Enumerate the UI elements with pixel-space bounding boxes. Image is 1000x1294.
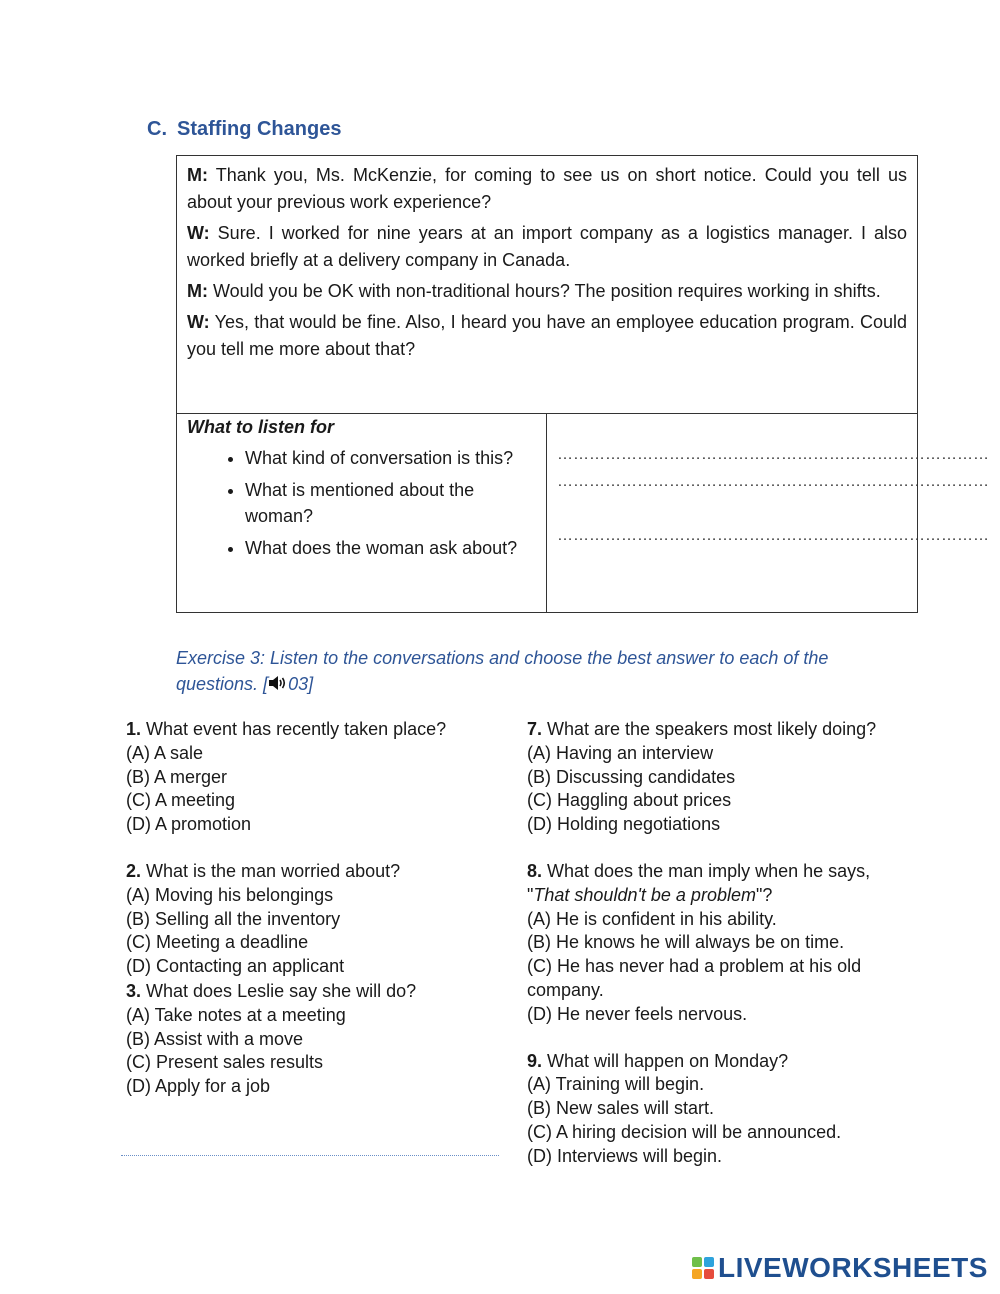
answer-option[interactable]: (B) New sales will start. xyxy=(527,1098,715,1119)
liveworksheets-logo xyxy=(692,1252,988,1284)
questions-left-column xyxy=(126,718,506,1122)
logo-mark-icon xyxy=(692,1257,714,1279)
conversation-box xyxy=(176,155,989,613)
dialogue-text: Thank you, Ms. McKenzie, for coming to see us on short notice. Could you tell us about your previous work experience? xyxy=(187,165,907,212)
question-stem xyxy=(527,860,927,884)
dotted-divider xyxy=(121,1155,499,1156)
question-number: 8. xyxy=(527,860,543,881)
question xyxy=(527,860,927,1027)
answer-option[interactable]: (C) He has never had a problem at his old company. xyxy=(527,956,862,1000)
answer-option[interactable]: (B) Discussing candidates xyxy=(527,766,736,787)
question-text: What does the man imply when he says, xyxy=(542,860,871,881)
logo-text: LIVEWORKSHEETS xyxy=(718,1252,988,1283)
answer-option[interactable]: (C) A hiring decision will be announced. xyxy=(527,1121,842,1142)
answer-option[interactable]: (A) He is confident in his ability. xyxy=(527,908,777,929)
question-quote-line: "That shouldn't be a problem"? xyxy=(527,884,773,905)
question-number: 1. xyxy=(126,719,142,739)
question-stem xyxy=(126,718,506,742)
question-number: 7. xyxy=(527,719,543,739)
question-quote: That shouldn't be a problem xyxy=(533,884,756,905)
answer-option[interactable]: (B) Selling all the inventory xyxy=(126,908,341,929)
question xyxy=(126,718,506,837)
answer-option[interactable]: (C) Haggling about prices xyxy=(527,790,732,811)
speaker-label: M: xyxy=(187,281,208,301)
speaker-label: W: xyxy=(187,223,210,243)
section-letter: C. xyxy=(147,118,167,140)
question xyxy=(126,980,506,1099)
question-text: What event has recently taken place? xyxy=(141,719,447,739)
exercise-instructions xyxy=(176,645,906,699)
answer-option[interactable]: (A) Take notes at a meeting xyxy=(126,1004,346,1025)
dialogue-line xyxy=(187,162,907,216)
dialogue-transcript xyxy=(177,156,917,363)
answer-option[interactable]: (A) Training will begin. xyxy=(527,1074,705,1095)
answer-option[interactable]: (D) Contacting an applicant xyxy=(126,956,345,977)
section-title xyxy=(147,118,341,141)
listen-for-item: • What is mentioned about the woman? xyxy=(245,477,546,529)
exercise-text: Exercise 3: Listen to the conversations and choose the best answer to each of the questions. [ xyxy=(176,648,829,694)
question-stem xyxy=(527,718,927,742)
speaker-label: W: xyxy=(187,312,210,332)
question-number: 9. xyxy=(527,1050,543,1071)
question-stem xyxy=(126,980,506,1004)
question-stem xyxy=(527,1050,927,1074)
question-text: What does Leslie say she will do? xyxy=(141,980,417,1001)
answer-option[interactable]: (D) He never feels nervous. xyxy=(527,1003,748,1024)
answer-line-2[interactable]: ……………………………………………………………………… xyxy=(557,473,989,490)
answer-option[interactable]: (D) Interviews will begin. xyxy=(527,1145,723,1166)
answer-option[interactable]: (B) He knows he will always be on time. xyxy=(527,932,845,953)
dialogue-text: Would you be OK with non-traditional hours? The position requires working in shifts. xyxy=(208,281,881,301)
answer-line-1[interactable]: ……………………………………………………………………… xyxy=(557,446,989,463)
questions-right-column xyxy=(527,718,927,1192)
question xyxy=(126,860,506,979)
answer-option[interactable]: (C) Present sales results xyxy=(126,1052,324,1073)
question xyxy=(527,718,927,837)
answer-option[interactable]: (A) Moving his belongings xyxy=(126,884,334,905)
answer-option[interactable]: (B) Assist with a move xyxy=(126,1028,304,1049)
answer-option[interactable]: (C) A meeting xyxy=(126,790,236,811)
answer-line-3[interactable]: ……………………………………………………………………… xyxy=(557,527,989,544)
dialogue-line xyxy=(187,278,907,305)
dialogue-text: Yes, that would be fine. Also, I heard you have an employee education program. Could you tell me more about that? xyxy=(187,312,907,359)
question-number: 2. xyxy=(126,860,142,881)
audio-track-ref: 03] xyxy=(288,674,314,694)
answer-option[interactable]: (C) Meeting a deadline xyxy=(126,932,309,953)
question-text: What will happen on Monday? xyxy=(542,1050,789,1071)
answer-area xyxy=(547,414,989,613)
section-title-text: Staffing Changes xyxy=(177,118,342,140)
dialogue-text: Sure. I worked for nine years at an import company as a logistics manager. I also worked briefly at a delivery company in Canada. xyxy=(187,223,907,270)
speaker-icon[interactable] xyxy=(268,673,288,699)
answer-option[interactable]: (B) A merger xyxy=(126,766,228,787)
answer-option[interactable]: (A) A sale xyxy=(126,742,204,763)
question xyxy=(527,1050,927,1169)
answer-option[interactable]: (D) Holding negotiations xyxy=(527,814,721,835)
question-stem xyxy=(126,860,506,884)
dialogue-line xyxy=(187,309,907,363)
listen-for-heading: What to listen for xyxy=(187,417,334,437)
answer-option[interactable]: (D) A promotion xyxy=(126,814,252,835)
listen-for-prompts xyxy=(177,414,547,613)
question-text: What is the man worried about? xyxy=(141,860,401,881)
question-number: 3. xyxy=(126,980,142,1001)
listen-for-list xyxy=(187,445,546,561)
question-text: What are the speakers most likely doing? xyxy=(542,719,877,739)
listen-for-table xyxy=(177,413,989,613)
listen-for-item: • What kind of conversation is this? xyxy=(245,445,546,471)
answer-option[interactable]: (A) Having an interview xyxy=(527,742,714,763)
dialogue-line xyxy=(187,220,907,274)
speaker-label: M: xyxy=(187,165,208,185)
answer-option[interactable]: (D) Apply for a job xyxy=(126,1076,271,1097)
listen-for-item: • What does the woman ask about? xyxy=(245,535,546,561)
